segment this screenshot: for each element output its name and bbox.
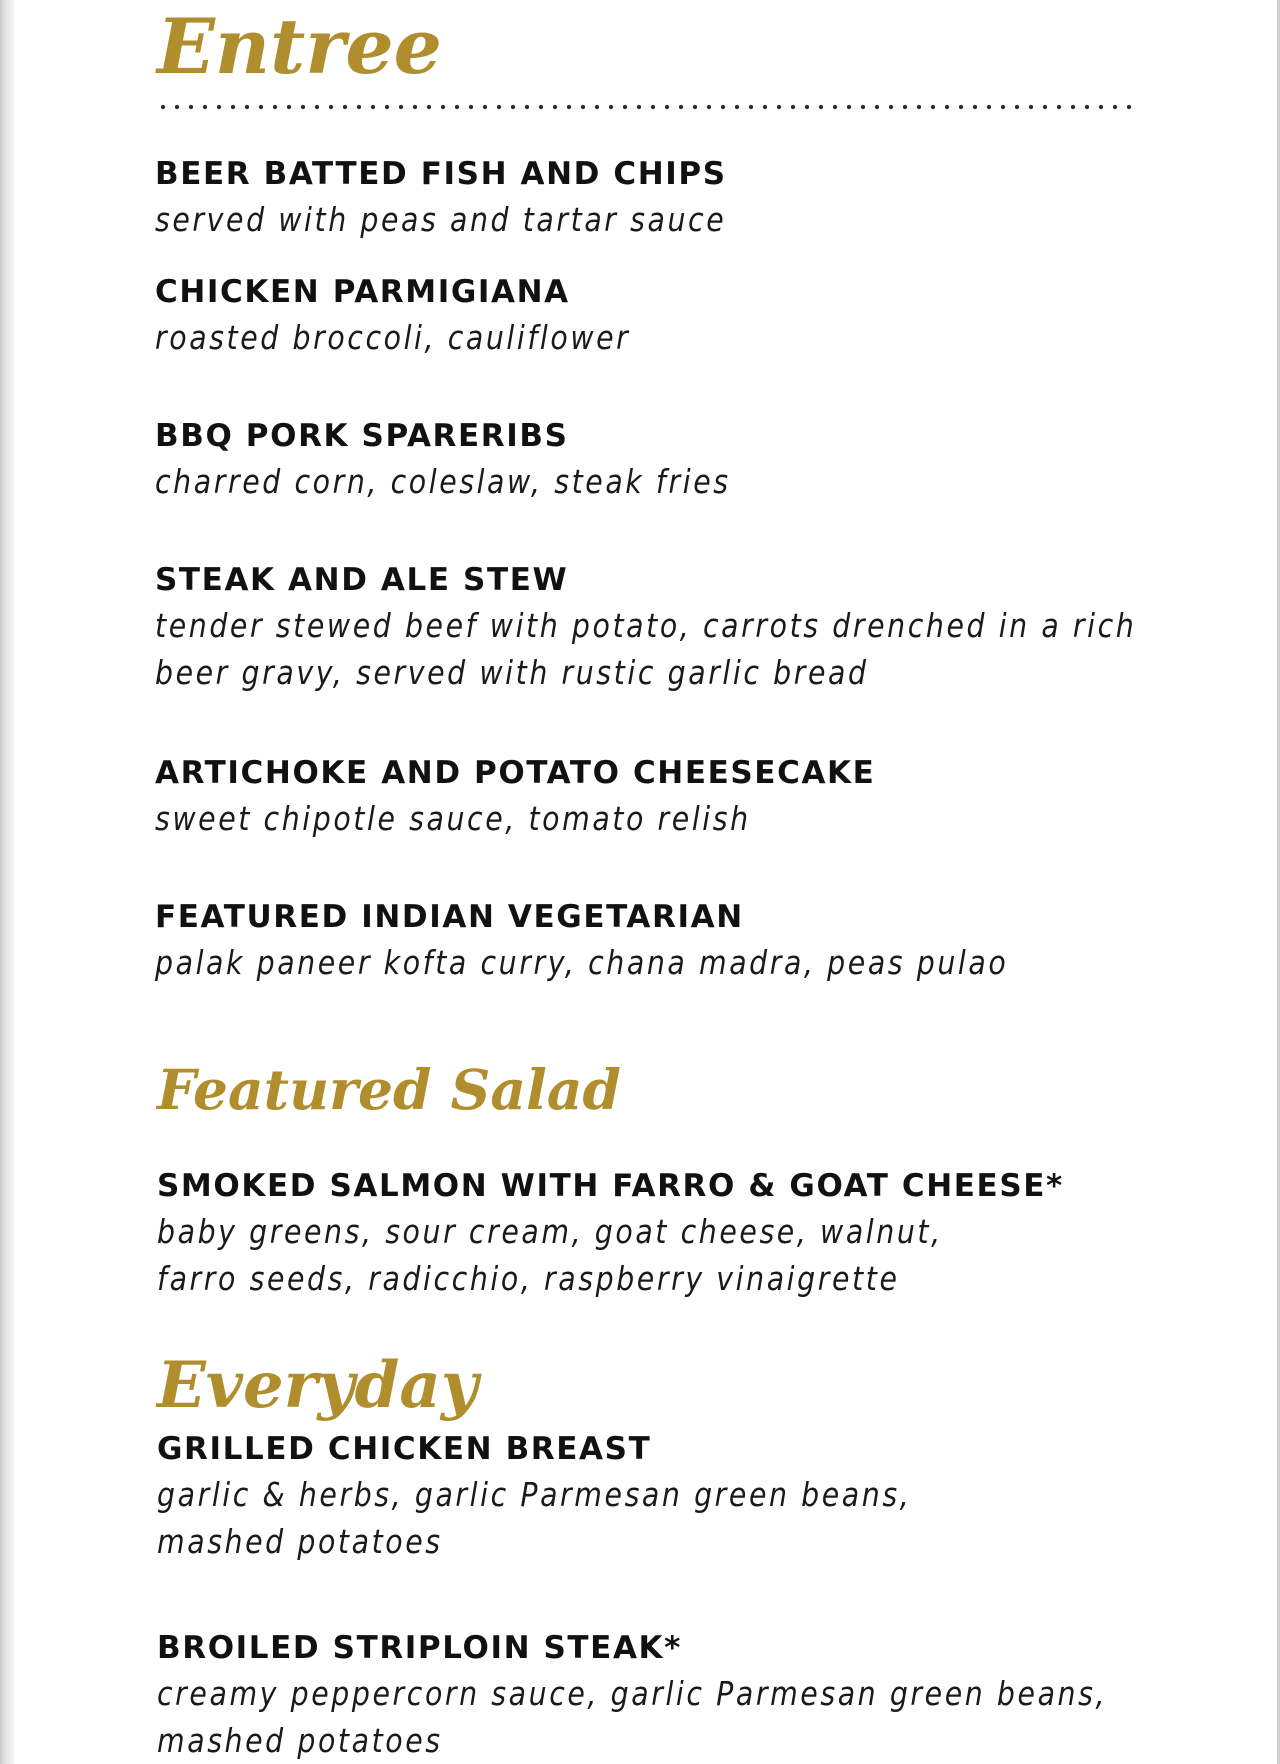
section-title-entree: Entree [157,2,443,91]
item-name-bbq-pork-spareribs: BBQ PORK SPARERIBS [155,418,569,454]
item-desc-fish-and-chips: served with peas and tartar sauce [155,200,727,239]
item-name-grilled-chicken: GRILLED CHICKEN BREAST [157,1431,652,1467]
item-name-indian-vegetarian: FEATURED INDIAN VEGETARIAN [155,899,744,935]
dotted-divider [156,104,1136,110]
item-name-steak-and-ale-stew: STEAK AND ALE STEW [155,562,569,598]
section-title-featured-salad: Featured Salad [157,1057,621,1122]
item-desc-striploin-steak-line1: creamy peppercorn sauce, garlic Parmesan green beans, [157,1674,1108,1713]
item-desc-grilled-chicken-line1: garlic & herbs, garlic Parmesan green beans, [157,1475,912,1514]
page-edge [0,0,14,1764]
item-desc-artichoke-cheesecake: sweet chipotle sauce, tomato relish [155,799,751,838]
item-desc-grilled-chicken-line2: mashed potatoes [157,1522,443,1561]
section-title-everyday: Everyday [157,1348,478,1423]
item-desc-steak-and-ale-stew-line2: beer gravy, served with rustic garlic bread [155,653,869,692]
item-name-striploin-steak: BROILED STRIPLOIN STEAK* [157,1630,682,1666]
item-name-fish-and-chips: BEER BATTED FISH AND CHIPS [155,156,727,192]
item-desc-steak-and-ale-stew-line1: tender stewed beef with potato, carrots drenched in a rich [155,606,1137,645]
item-desc-smoked-salmon-line1: baby greens, sour cream, goat cheese, walnut, [157,1212,943,1251]
item-desc-chicken-parmigiana: roasted broccoli, cauliflower [155,318,631,357]
item-name-artichoke-cheesecake: ARTICHOKE AND POTATO CHEESECAKE [155,755,876,791]
item-desc-bbq-pork-spareribs: charred corn, coleslaw, steak fries [155,462,731,501]
item-desc-indian-vegetarian: palak paneer kofta curry, chana madra, peas pulao [155,943,1009,982]
item-desc-smoked-salmon-line2: farro seeds, radicchio, raspberry vinaigrette [157,1259,900,1298]
item-name-chicken-parmigiana: CHICKEN PARMIGIANA [155,274,570,310]
item-name-smoked-salmon: SMOKED SALMON WITH FARRO & GOAT CHEESE* [157,1168,1064,1204]
item-desc-striploin-steak-line2: mashed potatoes [157,1721,443,1760]
